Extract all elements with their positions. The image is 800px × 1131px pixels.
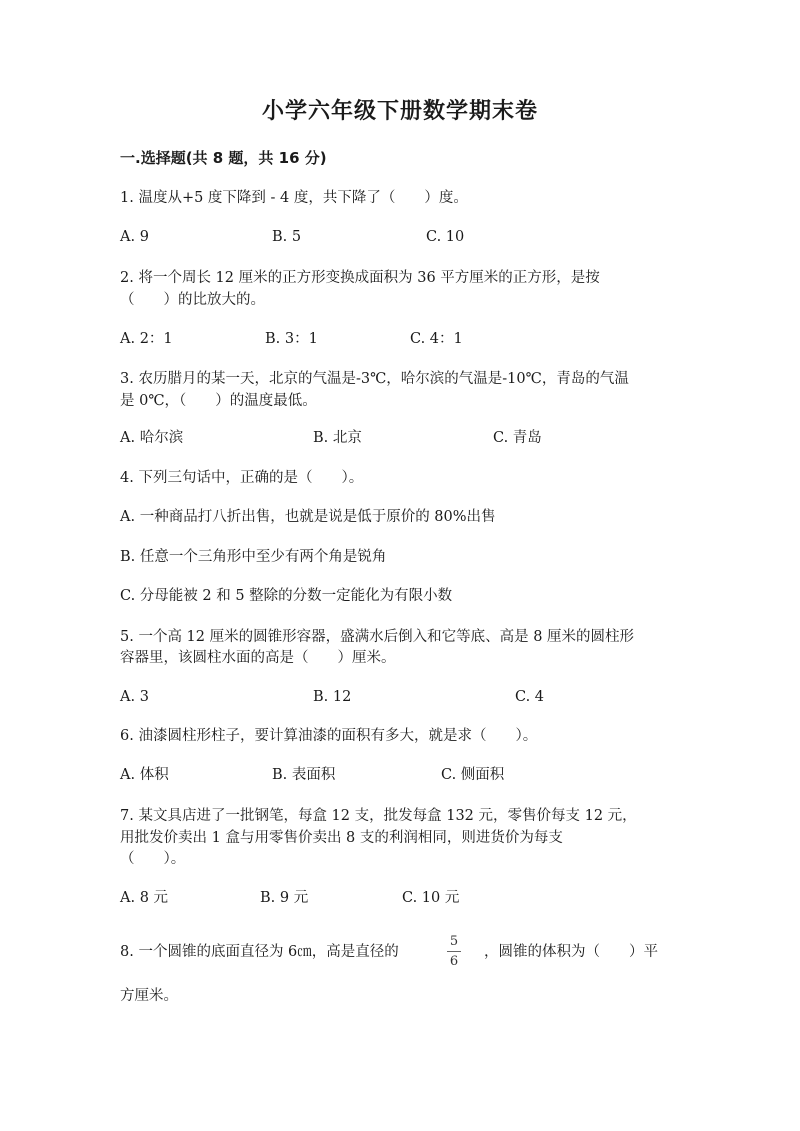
- question-7-text-line-2: 用批发价卖出 1 盒与用零售价卖出 8 支的利润相同，则进货价为每支: [120, 830, 563, 846]
- question-3-text-line-1: 3. 农历腊月的某一天，北京的气温是-3℃，哈尔滨的气温是-10℃，青岛的气温: [120, 371, 629, 387]
- page-title: 小学六年级下册数学期末卷: [261, 99, 538, 124]
- question-8-text-part-2: ，圆锥的体积为（ ）平: [484, 944, 658, 960]
- question-1-option-a[interactable]: A. 9: [120, 229, 149, 245]
- question-4-text: 4. 下列三句话中，正确的是（ ）。: [120, 470, 364, 486]
- question-2-text-line-1: 2. 将一个周长 12 厘米的正方形变换成面积为 36 平方厘米的正方形，是按: [120, 270, 600, 286]
- question-1-option-b[interactable]: B. 5: [272, 229, 302, 245]
- question-1-option-c[interactable]: C. 10: [426, 229, 465, 245]
- question-7-option-c[interactable]: C. 10 元: [402, 890, 460, 906]
- question-5-option-a[interactable]: A. 3: [120, 689, 149, 705]
- question-5-text-line-2: 容器里，该圆柱水面的高是（ ）厘米。: [120, 650, 396, 666]
- question-2-option-c[interactable]: C. 4：1: [410, 331, 463, 347]
- question-3-option-a[interactable]: A. 哈尔滨: [120, 430, 184, 446]
- question-4-option-b[interactable]: B. 任意一个三角形中至少有两个角是锐角: [120, 549, 387, 565]
- fraction-five-sixths: [444, 934, 464, 969]
- fraction-denominator: 6: [449, 954, 459, 969]
- question-6-text: 6. 油漆圆柱形柱子，要计算油漆的面积有多大，就是求（ ）。: [120, 728, 538, 744]
- question-4-option-a[interactable]: A. 一种商品打八折出售，也就是说是低于原价的 80%出售: [120, 509, 496, 525]
- question-2-option-a[interactable]: A. 2：1: [120, 331, 173, 347]
- question-5-option-b[interactable]: B. 12: [313, 689, 352, 705]
- fraction-numerator: 5: [449, 934, 459, 949]
- fraction-bar: [447, 951, 461, 952]
- question-7-option-b[interactable]: B. 9 元: [260, 890, 309, 906]
- question-8-text-part-1: 8. 一个圆锥的底面直径为 6㎝，高是直径的: [120, 944, 399, 960]
- question-6-option-b[interactable]: B. 表面积: [272, 767, 336, 783]
- question-5-text-line-1: 5. 一个高 12 厘米的圆锥形容器，盛满水后倒入和它等底、高是 8 厘米的圆柱形: [120, 629, 635, 645]
- question-7-option-a[interactable]: A. 8 元: [120, 890, 169, 906]
- question-3-text-line-2: 是 0℃，（ ）的温度最低。: [120, 393, 317, 409]
- question-2-text-line-2: （ ）的比放大的。: [120, 292, 265, 308]
- question-7-text-line-3: （ ）。: [120, 851, 186, 867]
- question-2-option-b[interactable]: B. 3：1: [265, 331, 318, 347]
- question-7-text-line-1: 7. 某文具店进了一批钢笔，每盒 12 支，批发每盒 132 元，零售价每支 12 元，: [120, 808, 637, 824]
- question-6-option-a[interactable]: A. 体积: [120, 767, 169, 783]
- question-4-option-c[interactable]: C. 分母能被 2 和 5 整除的分数一定能化为有限小数: [120, 588, 453, 604]
- question-6-option-c[interactable]: C. 侧面积: [441, 767, 505, 783]
- question-1-text: 1. 温度从+5 度下降到 - 4 度，共下降了（ ）度。: [120, 190, 468, 206]
- question-8-text-line-2: 方厘米。: [120, 988, 178, 1004]
- section-heading: 一.选择题(共 8 题，共 16 分): [120, 149, 327, 167]
- question-3-option-c[interactable]: C. 青岛: [493, 430, 542, 446]
- question-5-option-c[interactable]: C. 4: [515, 689, 545, 705]
- question-3-option-b[interactable]: B. 北京: [313, 430, 362, 446]
